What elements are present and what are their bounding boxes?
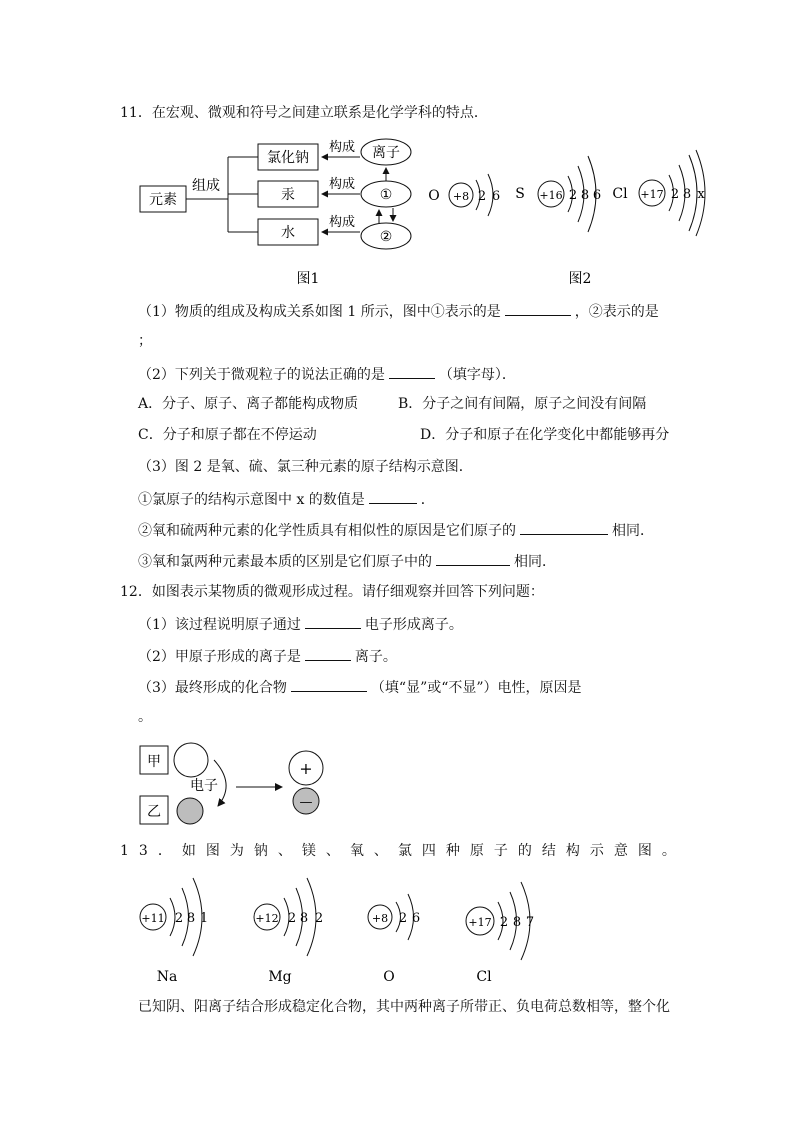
cation-sign: + (299, 759, 313, 778)
atom-symbol: Cl (476, 969, 492, 985)
shell-electrons: 6 (592, 188, 602, 203)
shell-electrons: x (697, 187, 705, 202)
q12-part1-text: （1）该过程说明原子通过 (138, 617, 301, 633)
substance-water: 水 (281, 225, 295, 241)
atom-symbol: O (383, 969, 395, 985)
atom-symbol: Na (156, 969, 178, 985)
atom-structure-o (428, 174, 500, 216)
q11-part3-3 (138, 551, 556, 571)
atom-structure-o (368, 894, 420, 985)
q11-part3-3-text: ③氧和氯两种元素最本质的区别是它们原子中的 (138, 554, 432, 570)
shell-electrons: 8 (580, 188, 590, 203)
substance-hg: 汞 (281, 187, 295, 203)
jia-label: 甲 (147, 754, 161, 770)
nucleus-charge: +17 (640, 188, 664, 201)
constitute-label-1: 构成 (328, 140, 356, 155)
q11-part3-1 (138, 489, 435, 509)
figure1-caption: 图1 (296, 271, 320, 287)
shell-electrons: 8 (682, 187, 692, 202)
shell-electrons: 8 (512, 915, 522, 930)
shell-electrons: 8 (299, 911, 309, 926)
q11-part3-2 (138, 520, 654, 540)
nucleus-charge: +12 (255, 912, 279, 925)
ion-label: 离子 (372, 145, 400, 161)
q12-stem: 12．如图表示某物质的微观形成过程。请仔细观察并回答下列问题： (120, 584, 544, 600)
shell-electrons: 6 (411, 911, 421, 926)
shell-electrons: 1 (199, 911, 209, 926)
atom-symbol: Mg (268, 969, 292, 985)
q12-part3-text: （3）最终形成的化合物 (138, 680, 287, 696)
q13-tail: 已知阴、阳离子结合形成稳定化合物，其中两种离子所带正、负电荷总数相等，整个化 (138, 999, 670, 1015)
circle1-label: ① (379, 187, 393, 203)
shell-electrons: 2 (670, 187, 680, 202)
q11-part1-end: ； (138, 333, 152, 349)
nucleus-charge: +17 (468, 916, 492, 929)
atom-structure-mg (254, 878, 323, 985)
atom-symbol: Cl (612, 186, 628, 202)
shell-electrons: 2 (568, 188, 578, 203)
answer-blank[interactable] (505, 301, 571, 316)
q13-figure (135, 870, 555, 990)
electron-label: 电子 (190, 778, 218, 794)
compose-label: 组成 (192, 178, 220, 194)
nucleus-charge: +8 (371, 912, 389, 925)
q11-part2-text-2: （填字母）． (438, 367, 516, 383)
shell-electrons: 2 (499, 915, 509, 930)
atom-structure-cl (466, 882, 534, 985)
answer-blank[interactable] (291, 677, 367, 692)
q11-figure2 (420, 140, 720, 290)
q13-stem: 13．如图为钠、镁、氧、氯四种原子的结构示意图。 (120, 843, 686, 859)
shell-electrons: 2 (287, 911, 297, 926)
atom-symbol: O (428, 188, 440, 204)
jia-atom (174, 743, 208, 777)
atom-symbol: S (515, 186, 525, 202)
yi-label: 乙 (147, 804, 161, 820)
substance-nacl: 氯化钠 (267, 150, 309, 166)
q11-part3-3-text-2: 相同． (514, 554, 556, 570)
nucleus-charge: +8 (452, 190, 470, 203)
nucleus-charge: +16 (539, 189, 563, 202)
q11-part3-2-text: ②氧和硫两种元素的化学性质具有相似性的原因是它们原子的 (138, 523, 516, 539)
q11-part3: （3）图 2 是氧、硫、氯三种元素的原子结构示意图． (138, 459, 473, 475)
element-box-label: 元素 (149, 192, 177, 208)
atom-structure-cl (612, 150, 705, 236)
shell-electrons: 6 (491, 189, 501, 204)
circle2-label: ② (379, 229, 393, 245)
q12-part1 (138, 614, 463, 634)
anion-sign: — (299, 795, 313, 810)
q11-part2-text: （2）下列关于微观粒子的说法正确的是 (138, 367, 385, 383)
q11-part3-2-text-2: 相同． (612, 523, 654, 539)
answer-blank[interactable] (520, 520, 608, 535)
shell-electrons: 2 (477, 189, 487, 204)
option-c: C．分子和原子都在不停运动 (138, 427, 317, 443)
q12-part3-text-2: （填“显”或“不显”）电性，原因是 (370, 680, 582, 696)
yi-atom (177, 798, 203, 824)
shell-electrons: 2 (314, 911, 324, 926)
figure2-caption: 图2 (568, 271, 592, 287)
q12-part3-end: 。 (138, 709, 152, 725)
option-b: B．分子之间有间隔，原子之间没有间隔 (398, 396, 647, 412)
q11-part1 (138, 301, 659, 321)
nucleus-charge: +11 (141, 912, 165, 925)
constitute-label-3: 构成 (328, 215, 356, 230)
q12-part3 (138, 677, 582, 697)
q11-part1-text: （1）物质的组成及构成关系如图 1 所示，图中①表示的是 (138, 304, 501, 320)
answer-blank[interactable] (305, 614, 361, 629)
q12-part1-text-2: 电子形成离子。 (364, 617, 463, 633)
shell-electrons: 7 (525, 915, 535, 930)
atom-structure-s (515, 156, 601, 232)
shell-electrons: 8 (186, 911, 196, 926)
q11-figure1 (130, 132, 430, 292)
answer-blank[interactable] (389, 364, 435, 379)
q11-part2 (138, 364, 516, 384)
answer-blank[interactable] (305, 646, 351, 661)
q12-part2 (138, 646, 397, 666)
answer-blank[interactable] (369, 489, 417, 504)
shell-electrons: 2 (174, 911, 184, 926)
shell-electrons: 2 (398, 911, 408, 926)
q11-part3-1-text: ①氯原子的结构示意图中 x 的数值是 (138, 492, 365, 508)
q11-stem: 11．在宏观、微观和符号之间建立联系是化学学科的特点． (120, 105, 488, 121)
q12-part2-text: （2）甲原子形成的离子是 (138, 649, 301, 665)
constitute-label-2: 构成 (328, 177, 356, 192)
option-d: D．分子和原子在化学变化中都能够再分 (420, 427, 670, 443)
option-a: A．分子、原子、离子都能构成物质 (138, 396, 359, 412)
q11-part1-text-2: ，②表示的是 (574, 304, 659, 320)
answer-blank[interactable] (436, 551, 510, 566)
q11-part3-1-text-2: ． (420, 492, 435, 508)
atom-structure-na (140, 878, 208, 985)
q12-part2-text-2: 离子。 (354, 649, 397, 665)
q12-figure (138, 740, 338, 830)
